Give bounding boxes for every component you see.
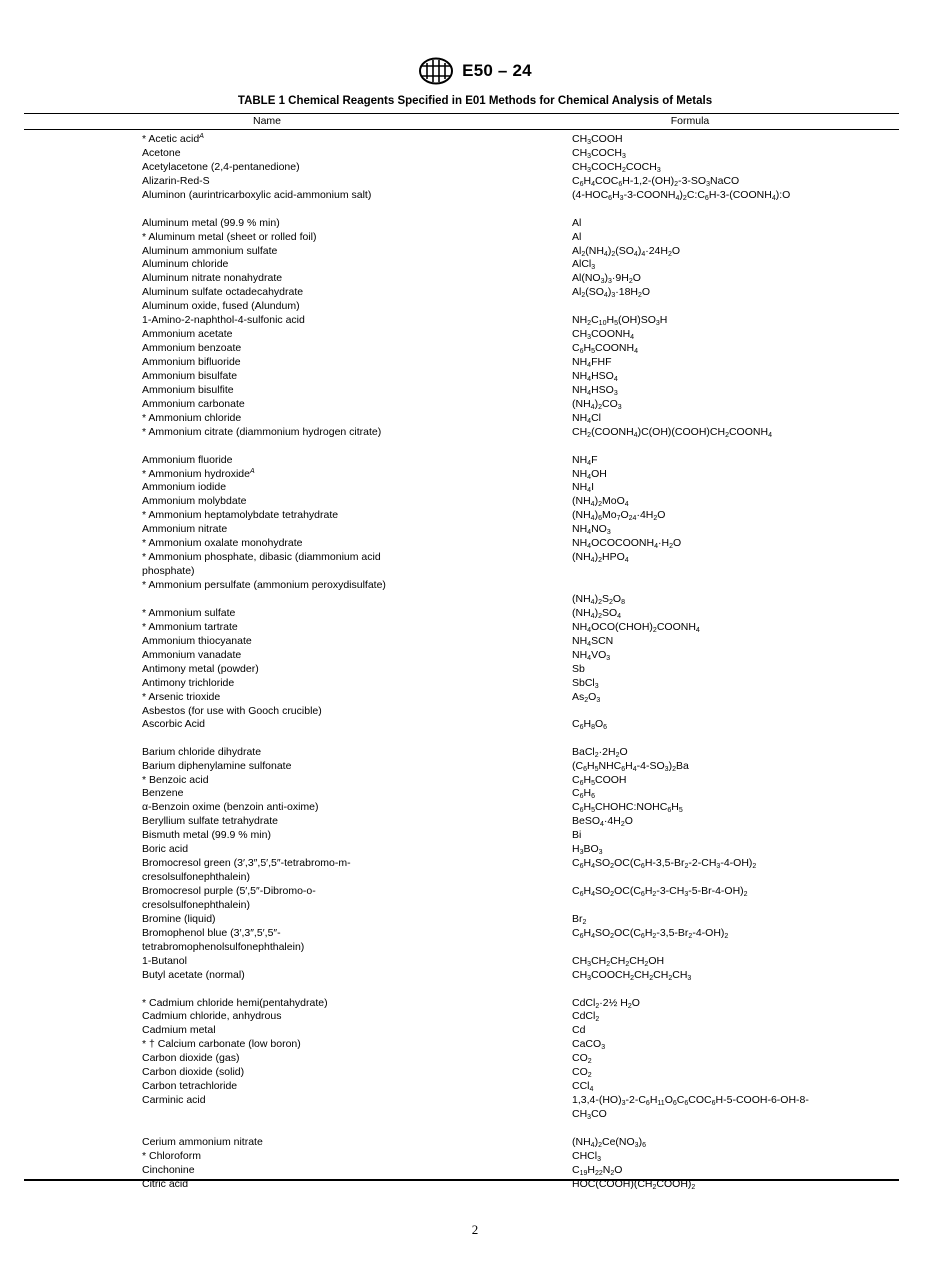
- reagent-formula: CdCl$_2$·2½ $H_2O$: [572, 996, 640, 1010]
- reagent-name: Cinchonine: [142, 1163, 195, 1176]
- reagent-name: Ammonium thiocyanate: [142, 634, 252, 647]
- table-row: [0, 885, 950, 913]
- table-row: [0, 649, 950, 663]
- table-row: [0, 927, 950, 955]
- table-row: [0, 1080, 950, 1094]
- table-row: [0, 732, 950, 745]
- reagent-formula: CHCl$_3$: [572, 1149, 601, 1163]
- table-row: [0, 1136, 950, 1150]
- reagent-formula: $NH_4NO_3$: [572, 523, 611, 537]
- reagent-formula: $C_6H_8O_6$: [572, 718, 608, 732]
- reagent-formula: $(NH_4)_2SO_4$: [572, 606, 622, 620]
- table-row: [0, 398, 950, 412]
- table-row: [0, 969, 950, 983]
- page-number: 2: [471, 1222, 479, 1237]
- reagent-name: * Ammonium sulfate: [142, 606, 236, 619]
- reagent-name: Carminic acid: [142, 1094, 206, 1107]
- reagent-formula: $Al_2(SO_4)_3\cdot 18H_2O$: [572, 286, 651, 300]
- reagent-name: Asbestos (for use with Gooch crucible): [142, 704, 322, 717]
- table-row: [0, 955, 950, 969]
- reagent-name: Carbon dioxide (gas): [142, 1052, 240, 1065]
- reagent-formula: Al: [572, 216, 582, 229]
- reagent-formula: $NH_4FHF$: [572, 356, 612, 370]
- table-row: [0, 705, 950, 719]
- reagent-name: Carbon dioxide (solid): [142, 1066, 245, 1079]
- reagent-name: * Ammonium persulfate (ammonium peroxydisulfate): [142, 579, 386, 592]
- page-header: [0, 56, 950, 86]
- table-row: [0, 189, 950, 217]
- table-row: [0, 245, 950, 259]
- reagent-formula: Sb: [572, 662, 585, 675]
- reagent-formula: $C_6H_6$: [572, 787, 595, 801]
- table-row: [0, 356, 950, 370]
- reagent-name: Carbon tetrachloride: [142, 1080, 238, 1093]
- table-row: [0, 426, 950, 454]
- table-row: [0, 175, 950, 189]
- table-row: [0, 843, 950, 857]
- table-row: [0, 913, 950, 927]
- reagent-name: Ammonium bisulfite: [142, 383, 234, 396]
- table-row: [0, 314, 950, 328]
- reagent-formula: $C_6H_4SO_2OC(C_6H_2-3-CH_3-5-Br-4-OH)_2$: [572, 885, 748, 899]
- table-row: [0, 997, 950, 1011]
- column-header-formula: Formula: [670, 115, 710, 127]
- reagent-name: * Cadmium chloride hemi(pentahydrate): [142, 996, 328, 1009]
- reagent-name: Ascorbic Acid: [142, 718, 206, 731]
- reagent-name: Antimony trichloride: [142, 676, 235, 689]
- table-row: [0, 718, 950, 732]
- reagent-formula: $C_6H_4SO_2OC(C_6H_2-3,5-Br_2-4-OH)_2$: [572, 926, 729, 940]
- reagent-name: * Benzoic acid: [142, 773, 209, 786]
- reagent-name: Ammonium vanadate: [142, 648, 242, 661]
- reagent-formula: $NH_4OH$: [572, 467, 607, 481]
- reagent-formula: CCl$_4$: [572, 1080, 594, 1094]
- reagent-name: Aluminum ammonium sulfate: [142, 244, 278, 257]
- reagent-formula: CaCO$_3$: [572, 1038, 606, 1052]
- table-row: [0, 328, 950, 342]
- astm-logo-icon: [418, 57, 454, 85]
- reagent-name: * Ammonium chloride: [142, 411, 242, 424]
- table-row: [0, 286, 950, 300]
- reagent-formula: Al: [572, 230, 582, 243]
- reagent-name: 1-Butanol: [142, 954, 187, 967]
- reagent-name: Bromophenol blue (3′,3″,5′,5″-tetrabromophenolsulfonephthalein): [142, 926, 305, 953]
- table-row: [0, 258, 950, 272]
- reagent-formula: $NH_4I$: [572, 481, 594, 495]
- table-row: [0, 217, 950, 231]
- reagent-formula: $NH_4F$: [572, 453, 598, 467]
- reagent-name: Acetylacetone (2,4-pentanedione): [142, 160, 300, 173]
- reagent-name: Ammonium molybdate: [142, 495, 247, 508]
- table-row: [0, 635, 950, 649]
- reagent-formula: $NH_4SCN$: [572, 634, 614, 648]
- table-row: [0, 815, 950, 829]
- reagent-formula: $CH_3COCH_2COCH_3$: [572, 160, 661, 174]
- reagent-formula: $CH_2(COONH_4)C(OH)(COOH)CH_2COONH_4$: [572, 425, 772, 439]
- reagent-name: 1-Amino-2-naphthol-4-sulfonic acid: [142, 314, 305, 327]
- reagent-formula: $H_3BO_3$: [572, 843, 603, 857]
- table-row: [0, 1052, 950, 1066]
- reagent-name: Butyl acetate (normal): [142, 968, 245, 981]
- reagent-name: Boric acid: [142, 843, 189, 856]
- reagent-formula: $(NH_4)_6Mo_7O_{24}\cdot 4H_2O$: [572, 509, 666, 523]
- table-row: [0, 481, 950, 495]
- reagent-name: Ammonium nitrate: [142, 523, 228, 536]
- table-row: [0, 468, 950, 482]
- reagent-formula: $As_2O_3$: [572, 690, 601, 704]
- reagent-formula: $1,3,4-(HO)_3-2-C_6H_{11}O_6C_6COC_6H-5-COOH-6-OH-8-CH_3CO$: [572, 1094, 809, 1122]
- table-top-rule: [24, 113, 899, 114]
- reagent-formula: $NH_4VO_3$: [572, 648, 611, 662]
- reagent-formula: $NH_4OCOCOONH_4\cdot H_2O$: [572, 537, 682, 551]
- table-row: [0, 1038, 950, 1052]
- table-row: [0, 579, 950, 607]
- document-designation: E50 – 24: [462, 61, 532, 80]
- table-row: [0, 1066, 950, 1080]
- reagent-name: Ammonium benzoate: [142, 342, 242, 355]
- reagent-name: Barium chloride dihydrate: [142, 745, 262, 758]
- reagent-formula: $C_6H_4COC_6H-1,2-(OH)_2-3-SO_3NaCO$: [572, 174, 740, 188]
- table-row: [0, 1164, 950, 1178]
- table-row: [0, 161, 950, 175]
- reagent-formula: $CH_3CH_2CH_2CH_2OH$: [572, 954, 665, 968]
- table-row: [0, 300, 950, 314]
- table-row: [0, 551, 950, 579]
- reagent-formula: $NH_4HSO_3$: [572, 383, 618, 397]
- reagent-name: * Ammonium phosphate, dibasic (diammonium acid phosphate): [142, 551, 381, 578]
- reagent-formula: $(NH_4)_2S_2O_8$: [572, 592, 625, 606]
- reagent-name: Beryllium sulfate tetrahydrate: [142, 815, 278, 828]
- reagent-name: Antimony metal (powder): [142, 662, 259, 675]
- reagent-name: Bromocresol green (3′,3″,5′,5″-tetrabromo-m-cresolsulfonephthalein): [142, 857, 351, 884]
- reagent-formula: SbCl$_3$: [572, 676, 599, 690]
- reagent-formula: Cd: [572, 1024, 586, 1037]
- reagent-name: Benzene: [142, 787, 184, 800]
- table-bottom-rule: [24, 1179, 899, 1181]
- reagent-formula: $BaCl_2\cdot 2H_2O$: [572, 745, 628, 759]
- reagent-name: * Ammonium hydroxide$^A$: [142, 467, 255, 480]
- reagent-formula: $C_{19}H_{22}N_2O$: [572, 1163, 623, 1177]
- reagent-formula: $(C_6H_5NHC_6H_4-4-SO_3)_2Ba$: [572, 759, 689, 773]
- table-row: [0, 495, 950, 509]
- reagent-formula: $CO_2$: [572, 1066, 592, 1080]
- table-row: [0, 509, 950, 523]
- reagent-formula: $C_6H_5COOH$: [572, 773, 627, 787]
- reagent-name: Ammonium bifluoride: [142, 356, 241, 369]
- reagent-formula: $CH_3COOH$: [572, 133, 623, 146]
- reagent-formula: $(NH_4)_2MoO_4$: [572, 495, 629, 509]
- reagent-name: Bismuth metal (99.9 % min): [142, 829, 271, 842]
- reagent-name: Citric acid: [142, 1177, 189, 1190]
- reagent-name: Bromine (liquid): [142, 912, 216, 925]
- reagent-formula: $CH_3COCH_3$: [572, 146, 626, 160]
- reagent-name: Aluminum chloride: [142, 258, 229, 271]
- table-row: [0, 774, 950, 788]
- reagent-name: Aluminum oxide, fused (Alundum): [142, 300, 300, 313]
- reagent-formula: $CH_3COOCH_2CH_2CH_2CH_3$: [572, 968, 692, 982]
- reagent-formula: $CO_2$: [572, 1052, 592, 1066]
- reagent-name: Barium diphenylamine sulfonate: [142, 759, 292, 772]
- reagent-formula: Bi: [572, 829, 582, 842]
- reagent-formula: $C_6H_4SO_2OC(C_6H-3,5-Br_2-2-CH_3-4-OH)_2$: [572, 857, 757, 871]
- reagent-name: Aluminon (aurintricarboxylic acid-ammonium salt): [142, 188, 372, 201]
- reagent-formula: $NH_4Cl$: [572, 411, 601, 425]
- table-row: [0, 523, 950, 537]
- reagent-formula: $BeSO_4\cdot 4H_2O$: [572, 815, 633, 829]
- reagent-formula: $NH_4HSO_4$: [572, 369, 618, 383]
- reagent-formula: $(4-HOC_6H_3-3-COONH_4)_2C:C_6H-3-(COONH_4):O$: [572, 188, 791, 202]
- reagent-name: Bromocresol purple (5′,5″-Dibromo-o-cresolsulfonephthalein): [142, 885, 316, 911]
- table-row: [0, 412, 950, 426]
- reagent-formula: $HOC(COOH)(CH_2COOH)_2$: [572, 1177, 696, 1191]
- table-title: TABLE 1 Chemical Reagents Specified in E01 Methods for Chemical Analysis of Metals: [237, 95, 713, 107]
- reagent-formula: $C_6H_5COONH_4$: [572, 342, 638, 356]
- table-row: [0, 621, 950, 635]
- table-row: [0, 133, 950, 147]
- table-row: [0, 607, 950, 621]
- table-row: [0, 370, 950, 384]
- table-row: [0, 746, 950, 760]
- reagent-name: * Chloroform: [142, 1149, 201, 1162]
- reagent-name: * † Calcium carbonate (low boron): [142, 1038, 301, 1051]
- reagent-name: * Acetic acid$^A$: [142, 133, 204, 145]
- reagent-formula: AlCl$_3$: [572, 258, 596, 272]
- reagent-name: * Ammonium heptamolybdate tetrahydrate: [142, 509, 339, 522]
- table-row: [0, 1024, 950, 1038]
- reagent-formula: $Br_2$: [572, 912, 587, 926]
- reagent-name: * Ammonium tartrate: [142, 620, 238, 633]
- table-row: [0, 801, 950, 815]
- table-row: [0, 691, 950, 705]
- reagent-formula: $(NH_4)_2Ce(NO_3)_6$: [572, 1135, 646, 1149]
- table-row: [0, 231, 950, 245]
- reagent-name: Ammonium bisulfate: [142, 369, 238, 382]
- reagent-name: Cerium ammonium nitrate: [142, 1135, 263, 1148]
- table-row: [0, 1010, 950, 1024]
- table-row: [0, 983, 950, 997]
- table-row: [0, 147, 950, 161]
- reagent-formula: $NH_2C_{10}H_5(OH)SO_3H$: [572, 314, 668, 328]
- reagent-formula: $C_6H_5CHOHC:NOHC_6H_5$: [572, 801, 683, 815]
- reagent-name: * Aluminum metal (sheet or rolled foil): [142, 230, 317, 243]
- reagent-name: Cadmium metal: [142, 1024, 216, 1037]
- table-row: [0, 857, 950, 885]
- table-row: [0, 829, 950, 843]
- reagent-formula: $NH_4OCO(CHOH)_2COONH_4$: [572, 620, 700, 634]
- reagent-formula: CdCl$_2$: [572, 1010, 600, 1024]
- reagent-name: Aluminum nitrate nonahydrate: [142, 272, 283, 285]
- table-row: [0, 342, 950, 356]
- reagent-name: α-Benzoin oxime (benzoin anti-oxime): [142, 801, 319, 814]
- reagent-name: Cadmium chloride, anhydrous: [142, 1010, 282, 1023]
- reagent-formula: $CH_3COONH_4$: [572, 328, 635, 342]
- table-row: [0, 537, 950, 551]
- reagent-formula: $Al_2(NH_4)_2(SO_4)_4\cdot 24H_2O$: [572, 244, 681, 258]
- reagent-name: * Ammonium oxalate monohydrate: [142, 537, 303, 550]
- table-row: [0, 787, 950, 801]
- reagent-name: Aluminum metal (99.9 % min): [142, 216, 280, 229]
- reagent-name: Ammonium fluoride: [142, 453, 233, 466]
- reagent-formula: $Al(NO_3)_3\cdot 9H_2O$: [572, 272, 641, 286]
- table-row: [0, 454, 950, 468]
- reagent-formula: $(NH_4)_2CO_3$: [572, 397, 622, 411]
- table-row: [0, 1094, 950, 1136]
- table-row: [0, 677, 950, 691]
- reagent-name: * Arsenic trioxide: [142, 690, 221, 703]
- table-row: [0, 384, 950, 398]
- column-header-name: Name: [252, 115, 281, 127]
- table-row: [0, 272, 950, 286]
- table-row: [0, 760, 950, 774]
- table-row: [0, 1150, 950, 1164]
- reagent-table-body: [0, 133, 950, 1192]
- reagent-name: Ammonium acetate: [142, 328, 233, 341]
- table-header-rule: [24, 129, 899, 130]
- table-row: [0, 663, 950, 677]
- reagent-formula: $(NH_4)_2HPO_4$: [572, 551, 629, 565]
- reagent-name: * Ammonium citrate (diammonium hydrogen citrate): [142, 425, 382, 438]
- reagent-name: Ammonium iodide: [142, 481, 227, 494]
- reagent-name: Aluminum sulfate octadecahydrate: [142, 286, 304, 299]
- reagent-name: Alizarin-Red-S: [142, 174, 210, 187]
- reagent-name: Acetone: [142, 146, 181, 159]
- reagent-name: Ammonium carbonate: [142, 397, 245, 410]
